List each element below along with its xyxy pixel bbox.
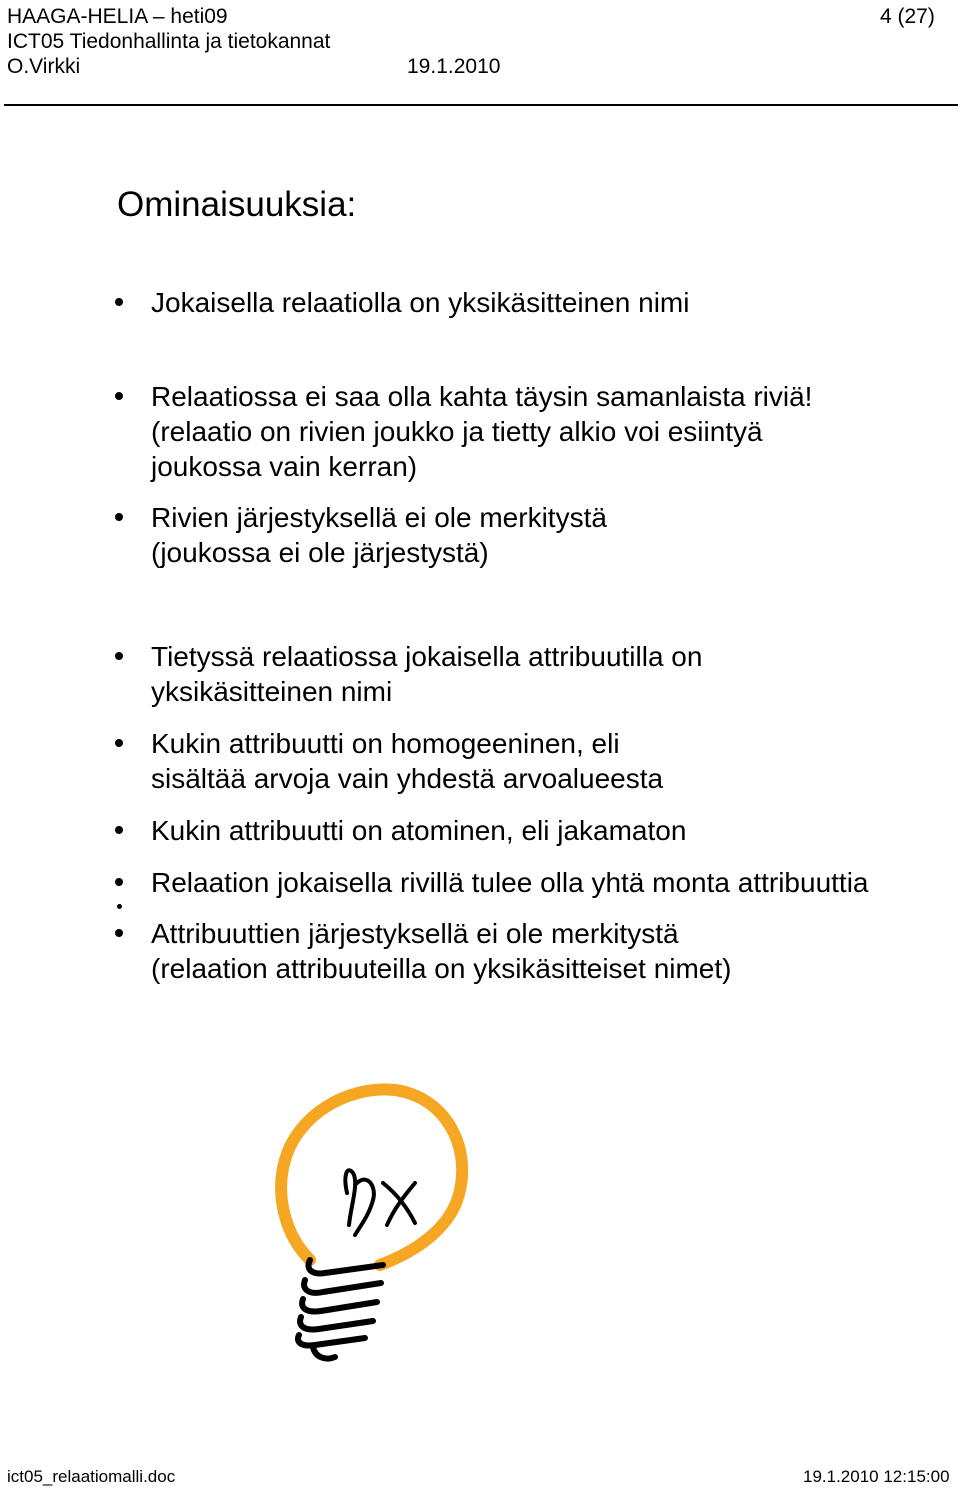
list-item-line: joukossa vain kerran) xyxy=(151,451,418,482)
list-item-line: Rivien järjestyksellä ei ole merkitystä xyxy=(151,502,607,533)
list-item-line: Kukin attribuutti on atominen, eli jakamaton xyxy=(151,815,687,846)
list-item-line: Tietyssä relaatiossa jokaisella attribuutilla on xyxy=(151,641,703,672)
bullet-dot xyxy=(115,826,123,834)
list-item-line: sisältää arvoja vain yhdestä arvoalueesta xyxy=(151,763,664,794)
bullet-dot xyxy=(115,652,123,660)
bullet-dot xyxy=(115,739,123,747)
bullet-dot xyxy=(115,513,123,521)
header-date: 19.1.2010 xyxy=(407,55,501,78)
list-item-line: Attribuuttien järjestyksellä ei ole merkitystä xyxy=(151,918,679,949)
stray-bullet-dot xyxy=(117,904,122,909)
header-org: HAAGA-HELIA – heti09 xyxy=(7,5,228,28)
list-item-line: Kukin attribuutti on homogeeninen, eli xyxy=(151,728,620,759)
bullet-dot xyxy=(115,392,123,400)
list-item-line: (relaatio on rivien joukko ja tietty alkio voi esiintyä xyxy=(151,416,763,447)
bulb-glass-outline xyxy=(281,1089,462,1265)
bullet-dot xyxy=(115,878,123,886)
bulb-filament xyxy=(345,1170,415,1235)
footer-timestamp: 19.1.2010 12:15:00 xyxy=(803,1467,950,1486)
bullet-dot xyxy=(115,298,123,306)
list-item-line: Jokaisella relaatiolla on yksikäsitteinen nimi xyxy=(151,287,690,318)
page-number: 4 (27) xyxy=(880,5,935,28)
lightbulb-icon xyxy=(255,1075,485,1375)
list-item-line: (relaation attribuuteilla on yksikäsitteiset nimet) xyxy=(151,953,732,984)
footer-filename: ict05_relaatiomalli.doc xyxy=(7,1467,176,1486)
header-rule xyxy=(4,104,958,106)
bullet-dot xyxy=(115,929,123,937)
bulb-screw-base xyxy=(298,1260,383,1359)
section-title: Ominaisuuksia: xyxy=(117,185,357,224)
list-item-line: Relaation jokaisella rivillä tulee olla yhtä monta attribuuttia xyxy=(151,867,869,898)
list-item-line: Relaatiossa ei saa olla kahta täysin samanlaista riviä! xyxy=(151,381,813,412)
list-item-line: yksikäsitteinen nimi xyxy=(151,676,393,707)
list-item-line: (joukossa ei ole järjestystä) xyxy=(151,537,489,568)
header-course: ICT05 Tiedonhallinta ja tietokannat xyxy=(7,30,331,53)
header-author: O.Virkki xyxy=(7,55,81,78)
